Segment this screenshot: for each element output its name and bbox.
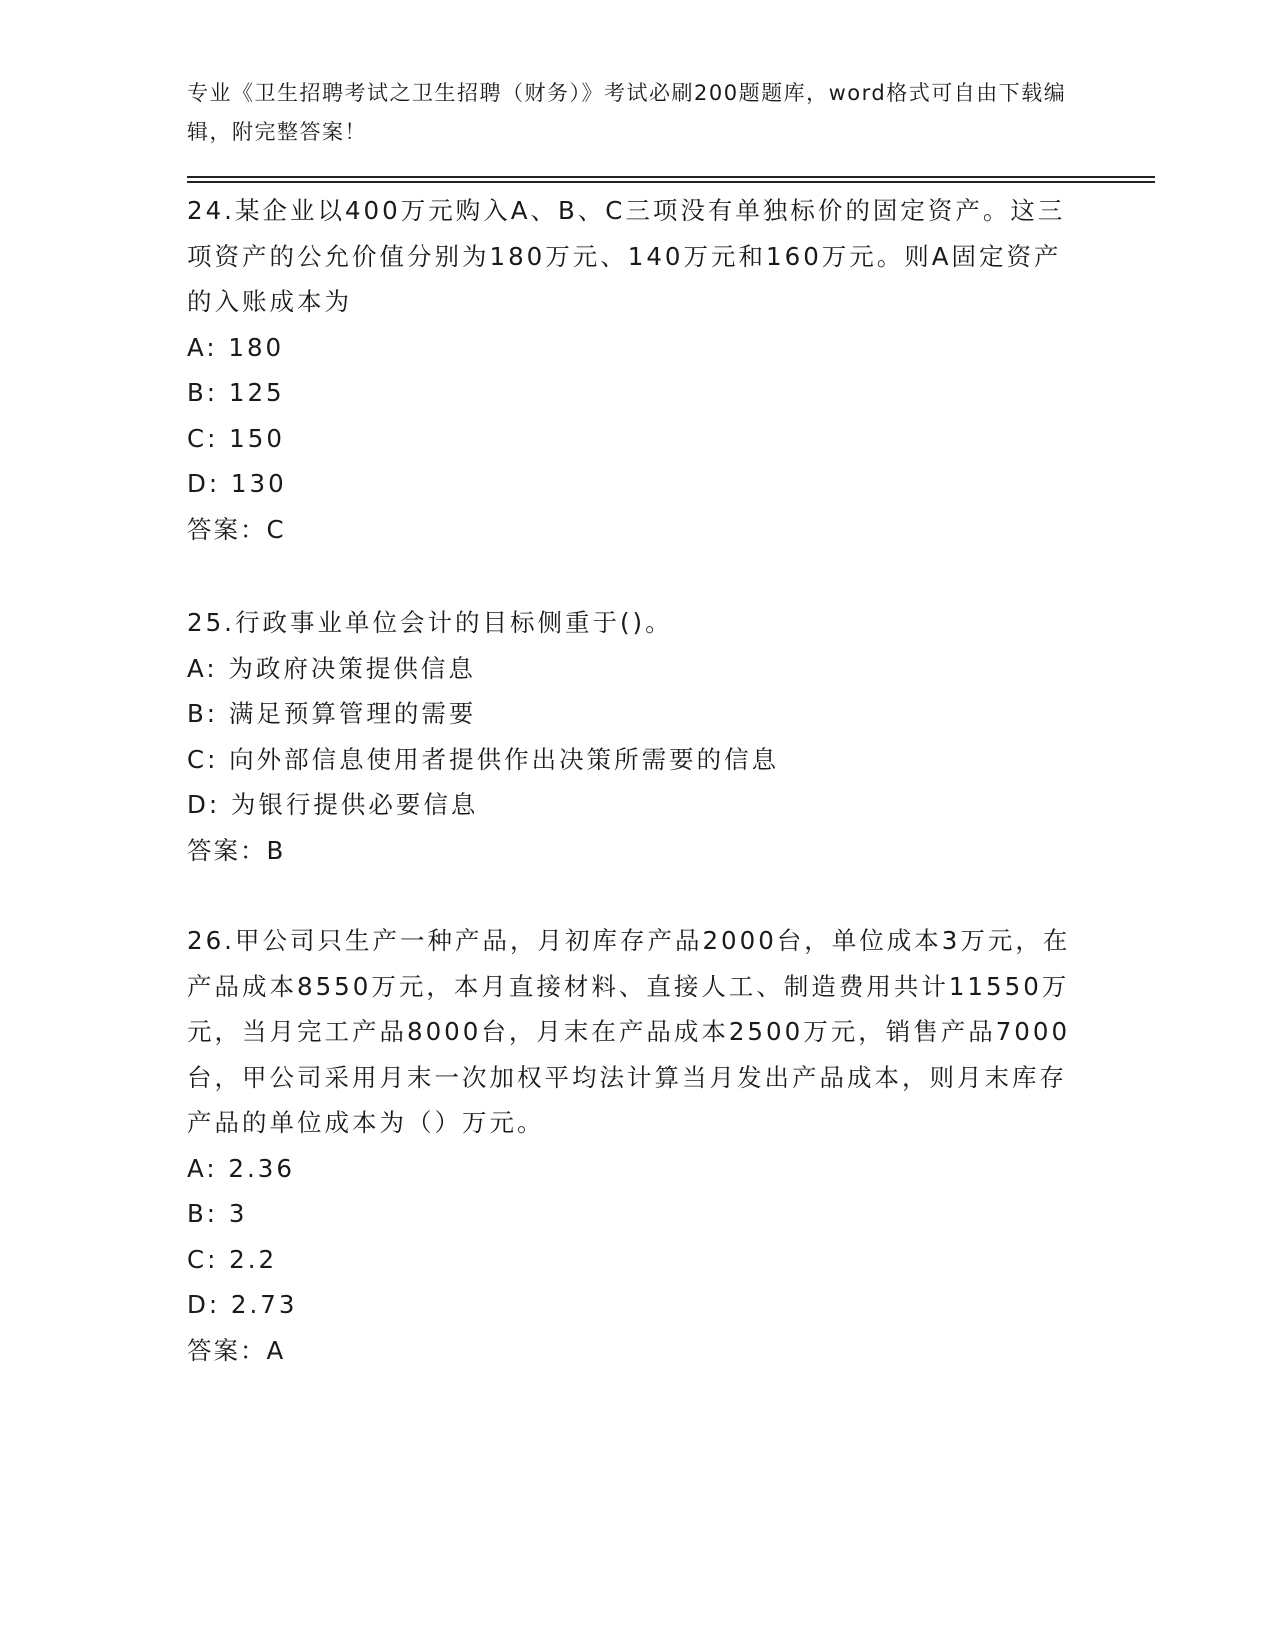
answer: 答案：B: [187, 835, 286, 865]
header-rule-bottom: [187, 181, 1155, 183]
document-header: 专业《卫生招聘考试之卫生招聘（财务）》考试必刷200题题库，word格式可自由下载编辑，附完整答案！: [187, 81, 1067, 144]
question-25: [187, 600, 1087, 873]
question-26: [187, 918, 1087, 1373]
question-stem: 26.甲公司只生产一种产品，月初库存产品2000台，单位成本3万元，在产品成本8550万元，本月直接材料、直接人工、制造费用共计11550万元，当月完工产品8000台，月末在产品成本2500万元，销售产品7000台，甲公司采用月末一次加权平均法计算当月发出产品成本，则月末库存产品的单位成本为（）万元。: [187, 926, 1071, 1137]
option-a: A: 180: [187, 332, 285, 362]
answer: 答案：C: [187, 514, 286, 544]
question-24: [187, 188, 1087, 552]
option-d: D: 为银行提供必要信息: [187, 790, 479, 819]
option-d: D: 2.73: [187, 1290, 298, 1319]
option-c: C: 150: [187, 423, 285, 453]
option-a: A: 2.36: [187, 1153, 295, 1183]
option-a: A: 为政府决策提供信息: [187, 653, 476, 683]
header-rule-top: [187, 176, 1155, 178]
option-d: D: 130: [187, 469, 287, 498]
answer: 答案：A: [187, 1335, 286, 1365]
option-b: B: 3: [187, 1199, 248, 1228]
option-c: C: 2.2: [187, 1244, 278, 1274]
question-stem: 25.行政事业单位会计的目标侧重于()。: [187, 608, 673, 637]
question-stem: 24.某企业以400万元购入A、B、C三项没有单独标价的固定资产。这三项资产的公允价值分别为180万元、140万元和160万元。则A固定资产的入账成本为: [187, 196, 1066, 316]
option-c: C: 向外部信息使用者提供作出决策所需要的信息: [187, 744, 780, 774]
option-b: B: 满足预算管理的需要: [187, 699, 477, 728]
option-b: B: 125: [187, 378, 285, 407]
